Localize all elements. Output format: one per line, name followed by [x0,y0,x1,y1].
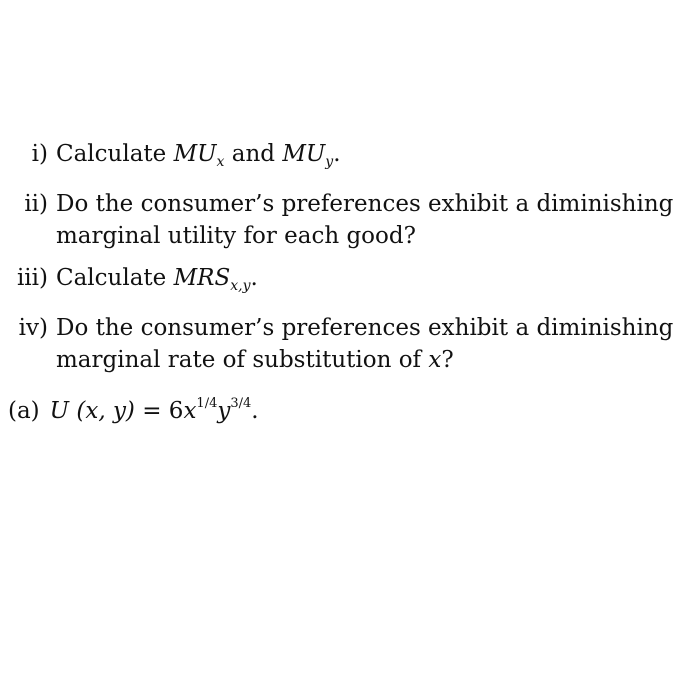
question-ii [0,188,680,252]
question-text-part: ? [441,347,454,373]
question-text: Do the consumer’s preferences exhibit a diminishing marginal utility for each good? [56,191,674,249]
exponent-y: 3/4 [230,396,252,411]
question-text-part: Calculate [56,265,174,291]
math-mrs: MRS [173,265,231,291]
question-text-part: Do the consumer’s preferences exhibit a diminishing marginal rate of substitution of [56,315,674,373]
question-iv [0,312,680,376]
math-subscript: y [325,154,334,170]
math-subscript: x [216,154,225,170]
variable-y: y [217,398,231,424]
math-variable: x [428,347,442,373]
question-text [56,138,680,178]
part-a [8,388,259,427]
question-label: i) [31,141,48,167]
question-i [0,138,680,178]
equals-sign: = 6 [142,398,184,424]
utility-function-args: (x, y) [69,398,143,424]
question-text-part: and [224,141,283,167]
question-label: ii) [24,191,48,217]
exponent-x: 1/4 [196,396,218,411]
math-subscript: x,y [230,278,251,294]
math-mu: MU [173,141,217,167]
question-text-part: . [250,265,258,291]
question-text-part: . [333,141,341,167]
question-list [0,138,680,386]
question-text [56,262,680,302]
part-label: (a) [8,398,40,424]
question-label: iii) [16,265,48,291]
question-text-part: Calculate [56,141,174,167]
question-iii [0,262,680,302]
variable-x: x [183,398,197,424]
question-text [56,312,680,376]
utility-function-name: U [49,398,70,424]
math-mu: MU [282,141,326,167]
question-label: iv) [18,315,48,341]
period: . [251,398,259,424]
